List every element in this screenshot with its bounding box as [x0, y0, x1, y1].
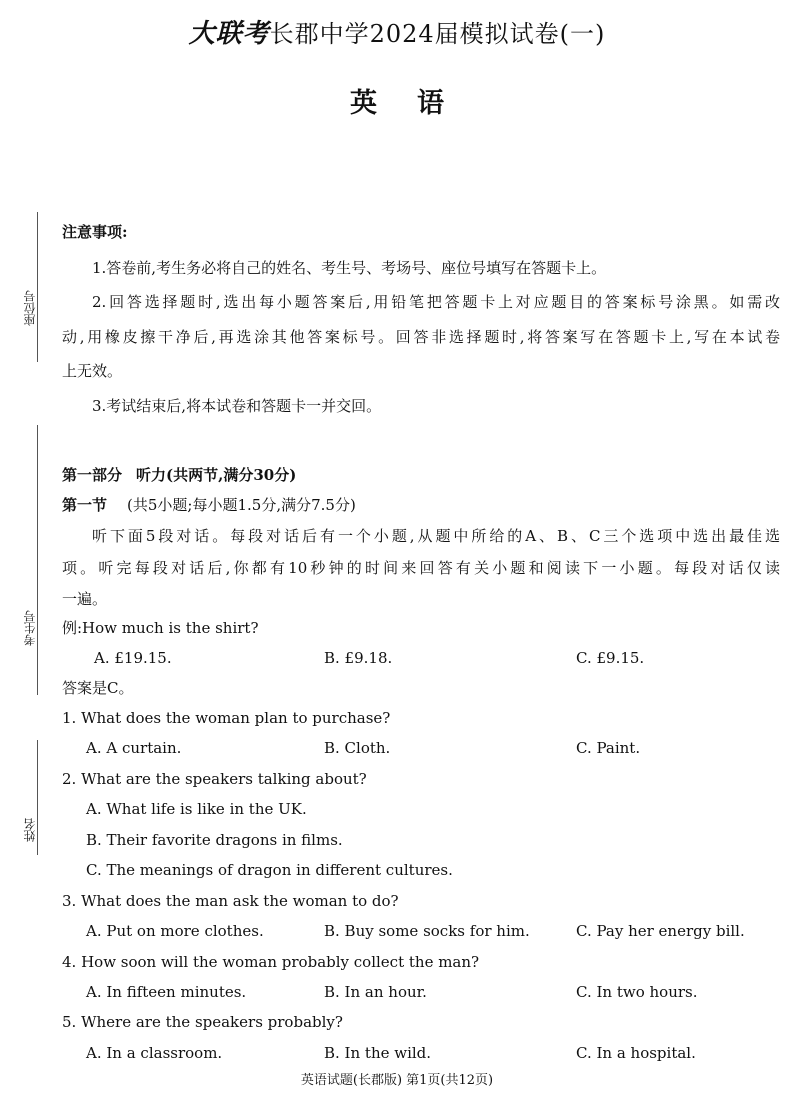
- q3-option-a: A. Put on more clothes.: [86, 922, 264, 940]
- q4-option-b: B. In an hour.: [324, 983, 427, 1001]
- notice-item-2-cont: 动,用橡皮擦干净后,再选涂其他答案标号。回答非选择题时,将答案写在答题卡上,写在本试卷: [62, 328, 780, 346]
- exam-title-text: 长郡中学2024届模拟试卷(一): [269, 20, 606, 48]
- q2-option-a: A. What life is like in the UK.: [86, 800, 307, 818]
- instructions-3: 一遍。: [62, 590, 108, 608]
- q5-option-a: A. In a classroom.: [86, 1044, 223, 1062]
- section1-label: 第一节: [62, 496, 108, 514]
- seat-line: [37, 212, 38, 362]
- q4-option-c: C. In two hours.: [576, 983, 698, 1001]
- question-5: 5. Where are the speakers probably?: [62, 1013, 343, 1031]
- example-option-c: C. £9.15.: [576, 649, 645, 667]
- example-answer: 答案是C。: [62, 679, 134, 697]
- page-footer: 英语试题(长郡版) 第1页(共12页): [300, 1073, 494, 1088]
- q3-option-c: C. Pay her energy bill.: [576, 922, 745, 940]
- example-option-a: A. £19.15.: [94, 649, 172, 667]
- q2-option-c: C. The meanings of dragon in different cultures.: [86, 861, 453, 879]
- section1-rest: (共5小题;每小题1.5分,满分7.5分): [127, 496, 356, 514]
- subject-title: 英语: [350, 88, 484, 119]
- q1-option-c: C. Paint.: [576, 739, 641, 757]
- question-1: 1. What does the woman plan to purchase?: [62, 709, 391, 727]
- exam-no-label: 考生号: [23, 610, 37, 646]
- instructions-2: 项。听完每段对话后,你都有10秒钟的时间来回答有关小题和阅读下一小题。每段对话仅读: [62, 559, 780, 577]
- notice-item-2-end: 上无效。: [62, 362, 123, 380]
- part1-title: [62, 465, 296, 485]
- q2-option-b: B. Their favorite dragons in films.: [86, 831, 343, 849]
- notice-heading: 注意事项:: [62, 223, 128, 241]
- exam-no-line: [37, 425, 38, 695]
- notice-item-1: 1.答卷前,考生务必将自己的姓名、考生号、考场号、座位号填写在答题卡上。: [92, 259, 607, 277]
- seat-label: 座位号: [23, 290, 37, 326]
- q1-option-a: A. A curtain.: [86, 739, 182, 757]
- exam-title: [0, 18, 794, 50]
- q4-option-a: A. In fifteen minutes.: [86, 983, 247, 1001]
- question-3: 3. What does the man ask the woman to do?: [62, 892, 399, 910]
- q5-option-b: B. In the wild.: [324, 1044, 432, 1062]
- question-4: 4. How soon will the woman probably collect the man?: [62, 953, 480, 971]
- section1-title: [62, 495, 356, 515]
- name-line: [37, 740, 38, 855]
- instructions-1: 听下面5段对话。每段对话后有一个小题,从题中所给的A、B、C三个选项中选出最佳选: [92, 527, 780, 545]
- question-2: 2. What are the speakers talking about?: [62, 770, 367, 788]
- part1-label: 第一部分: [62, 466, 123, 484]
- example-question: 例:How much is the shirt?: [62, 619, 259, 637]
- q3-option-b: B. Buy some socks for him.: [324, 922, 530, 940]
- brand-logo: 大联考: [188, 19, 270, 49]
- q1-option-b: B. Cloth.: [324, 739, 391, 757]
- q5-option-c: C. In a hospital.: [576, 1044, 696, 1062]
- part1-rest: 听力(共两节,满分30分): [136, 466, 297, 484]
- example-option-b: B. £9.18.: [324, 649, 393, 667]
- name-label: 姓名: [23, 818, 37, 842]
- notice-item-2: 2.回答选择题时,选出每小题答案后,用铅笔把答题卡上对应题目的答案标号涂黑。如需改: [92, 293, 780, 311]
- notice-item-3: 3.考试结束后,将本试卷和答题卡一并交回。: [92, 397, 382, 415]
